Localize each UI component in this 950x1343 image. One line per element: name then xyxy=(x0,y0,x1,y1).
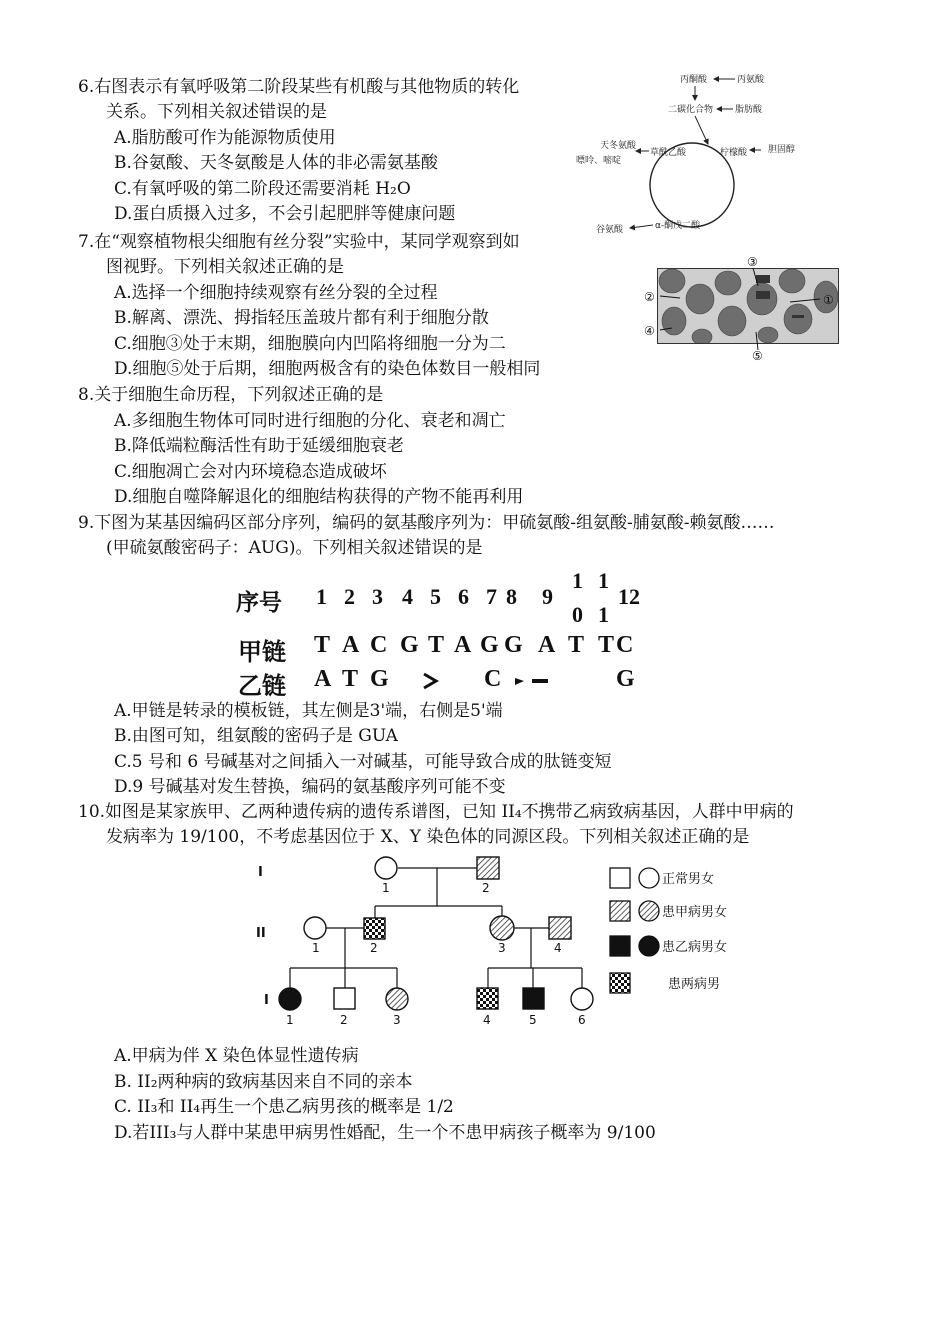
node-aspartate: 天冬氨酸 xyxy=(600,141,637,151)
q9-stem-line1: 9.下图为某基因编码区部分序列，编码的氨基酸序列为：甲硫氨酸-组氨酸-脯氨酸-赖氨酸…… xyxy=(78,513,775,533)
seq-num: 1 xyxy=(572,568,583,593)
q9-option-a: A.甲链是转录的模板链，其左侧是3'端，右侧是5'端 xyxy=(114,701,503,721)
pedigree-III-2 xyxy=(334,988,355,1009)
q7-stem-line1: 7.在“观察植物根尖细胞有丝分裂”实验中，某同学观察到如 xyxy=(78,232,520,252)
pedigree-III-4 xyxy=(477,988,498,1009)
chain-a-base: T xyxy=(568,632,585,658)
seq-num: 12 xyxy=(618,584,640,609)
num-III-4: 4 xyxy=(483,1013,491,1027)
generation-label-2: II xyxy=(256,926,266,941)
chain-b-base: G xyxy=(616,666,635,692)
legend-disease-a: 患甲病男女 xyxy=(662,905,728,920)
q10-option-a: A.甲病为伴 X 染色体显性遗传病 xyxy=(114,1046,359,1066)
num-I-2: 2 xyxy=(482,881,490,895)
q7-option-d: D.细胞⑤处于后期，细胞两极含有的染色体数目一般相同 xyxy=(114,359,541,379)
q8-option-a: A.多细胞生物体可同时进行细胞的分化、衰老和凋亡 xyxy=(114,411,506,431)
q10-option-c: C. II₃和 II₄再生一个患乙病男孩的概率是 1/2 xyxy=(114,1097,454,1117)
num-I-1: 1 xyxy=(382,881,390,895)
krebs-cycle-diagram xyxy=(560,60,820,240)
pedigree-II-3 xyxy=(490,916,514,940)
q6-option-d: D.蛋白质摄入过多，不会引起肥胖等健康问题 xyxy=(114,204,456,224)
chain-a-base: A xyxy=(342,632,360,658)
chain-a-base: A xyxy=(454,632,472,658)
seq-num: 4 xyxy=(402,584,413,609)
label-3: ③ xyxy=(747,255,758,269)
q6-stem-line1: 6.右图表示有氧呼吸第二阶段某些有机酸与其他物质的转化 xyxy=(78,77,520,97)
q7-option-a: A.选择一个细胞持续观察有丝分裂的全过程 xyxy=(114,283,438,303)
seq-num: 0 xyxy=(572,602,583,627)
pedigree-II-1 xyxy=(304,917,326,939)
seq-num: 5 xyxy=(430,584,441,609)
chain-b-base: T xyxy=(342,666,359,692)
chain-a-base: C xyxy=(370,632,388,658)
legend-both: 患两病男 xyxy=(668,977,721,992)
chain-a-base: G xyxy=(504,632,523,658)
num-II-1: 1 xyxy=(312,941,320,955)
q7-option-b: B.解离、漂洗、拇指轻压盖玻片都有利于细胞分散 xyxy=(114,308,489,328)
seq-num: 1 xyxy=(598,602,609,627)
pedigree-I-1 xyxy=(375,857,397,879)
seq-num: 6 xyxy=(458,584,469,609)
pedigree-legend xyxy=(610,868,727,993)
q10-stem-line2: 发病率为 19/100，不考虑基因位于 X、Y 染色体的同源区段。下列相关叙述正确的是 xyxy=(106,827,750,847)
q8-option-d: D.细胞自噬降解退化的细胞结构获得的产物不能再利用 xyxy=(114,487,524,507)
pedigree-III-3 xyxy=(386,988,408,1010)
seq-num: 1 xyxy=(316,584,327,609)
num-II-4: 4 xyxy=(554,941,562,955)
q10-option-b: B. II₂两种病的致病基因来自不同的亲本 xyxy=(114,1072,413,1092)
chain-b-base: A xyxy=(314,666,332,692)
q7-option-c: C.细胞③处于末期，细胞膜向内凹陷将细胞一分为二 xyxy=(114,334,506,354)
chain-a-base: G xyxy=(400,632,419,658)
pedigree-III-1 xyxy=(279,988,301,1010)
node-cholesterol: 胆固醇 xyxy=(768,145,796,155)
node-oxaloacetate: 草酰乙酸 xyxy=(650,148,687,158)
q8-option-c: C.细胞凋亡会对内环境稳态造成破坏 xyxy=(114,462,387,482)
chain-b-base: C xyxy=(484,666,502,692)
q10-stem-line1: 10.如图是某家族甲、乙两种遗传病的遗传系谱图，已知 II₄不携带乙病致病基因，人群中甲病的 xyxy=(78,802,794,822)
node-alanine: 丙氨酸 xyxy=(737,75,765,85)
q9-option-b: B.由图可知，组氨酸的密码子是 GUA xyxy=(114,726,398,746)
q9-option-c: C.5 号和 6 号碱基对之间插入一对碱基，可能导致合成的肽链变短 xyxy=(114,752,612,772)
seq-num: 2 xyxy=(344,584,355,609)
q6-option-c: C.有氧呼吸的第二阶段还需要消耗 H₂O xyxy=(114,179,411,199)
micrograph-labels xyxy=(640,254,855,364)
pedigree-III-6 xyxy=(571,988,593,1010)
node-fatty-acid: 脂肪酸 xyxy=(735,105,763,115)
legend-disease-b: 患乙病男女 xyxy=(662,940,728,955)
q6-stem-line2: 关系。下列相关叙述错误的是 xyxy=(106,102,327,122)
num-III-5: 5 xyxy=(529,1013,537,1027)
node-pyruvate: 丙酮酸 xyxy=(680,75,708,85)
chain-b-marks xyxy=(420,668,560,694)
generation-label-3: I xyxy=(264,993,269,1008)
seq-num: 8 xyxy=(506,584,517,609)
node-acetyl: 二碳化合物 xyxy=(668,105,714,115)
q8-stem: 8.关于细胞生命历程，下列叙述正确的是 xyxy=(78,385,384,405)
q9-stem-line2: (甲硫氨酸密码子：AUG)。下列相关叙述错误的是 xyxy=(106,538,483,558)
label-1: ① xyxy=(823,293,834,307)
chain-a-base: G xyxy=(480,632,499,658)
label-4: ④ xyxy=(644,324,655,338)
num-III-6: 6 xyxy=(578,1013,586,1027)
chain-a-row xyxy=(0,632,950,666)
pedigree-II-2 xyxy=(364,918,385,939)
legend-normal: 正常男女 xyxy=(662,872,715,887)
pedigree-chart xyxy=(240,848,760,1038)
seq-num: 1 xyxy=(598,568,609,593)
chain-a-base: C xyxy=(616,632,634,658)
num-III-1: 1 xyxy=(286,1013,294,1027)
seq-num: 7 xyxy=(486,584,497,609)
seq-num: 9 xyxy=(542,584,553,609)
num-III-2: 2 xyxy=(340,1013,348,1027)
node-ketoglutarate: α-酮戊二酸 xyxy=(655,221,701,231)
chain-a-base: T xyxy=(598,632,615,658)
node-glutamate: 谷氨酸 xyxy=(596,225,624,235)
q9-option-d: D.9 号碱基对发生替换，编码的氨基酸序列可能不变 xyxy=(114,777,506,797)
chain-b-label: 乙链 xyxy=(238,674,286,700)
q6-option-a: A.脂肪酸可作为能源物质使用 xyxy=(114,128,336,148)
num-III-3: 3 xyxy=(393,1013,401,1027)
q6-option-b: B.谷氨酸、天冬氨酸是人体的非必需氨基酸 xyxy=(114,153,438,173)
seq-label: 序号 xyxy=(236,590,282,615)
num-II-3: 3 xyxy=(498,941,506,955)
q7-stem-line2: 图视野。下列相关叙述正确的是 xyxy=(106,257,344,277)
chain-a-base: T xyxy=(314,632,331,658)
sequence-number-row xyxy=(0,568,950,632)
num-II-2: 2 xyxy=(370,941,378,955)
label-5: ⑤ xyxy=(752,349,763,363)
chain-a-label: 甲链 xyxy=(238,640,286,666)
q8-option-b: B.降低端粒酶活性有助于延缓细胞衰老 xyxy=(114,436,404,456)
pedigree-II-4 xyxy=(549,917,571,939)
chain-a-base: A xyxy=(538,632,556,658)
pedigree-III-5 xyxy=(523,988,544,1009)
chain-b-base: G xyxy=(370,666,389,692)
node-purine: 嘌呤、嘧啶 xyxy=(576,156,622,166)
pedigree-I-2 xyxy=(477,857,499,879)
label-2: ② xyxy=(644,290,655,304)
q10-option-d: D.若III₃与人群中某患甲病男性婚配，生一个不患甲病孩子概率为 9/100 xyxy=(114,1123,656,1143)
node-citrate: 柠檬酸 xyxy=(720,148,748,158)
seq-num: 3 xyxy=(372,584,383,609)
chain-a-base: T xyxy=(428,632,445,658)
generation-label-1: I xyxy=(258,865,263,880)
